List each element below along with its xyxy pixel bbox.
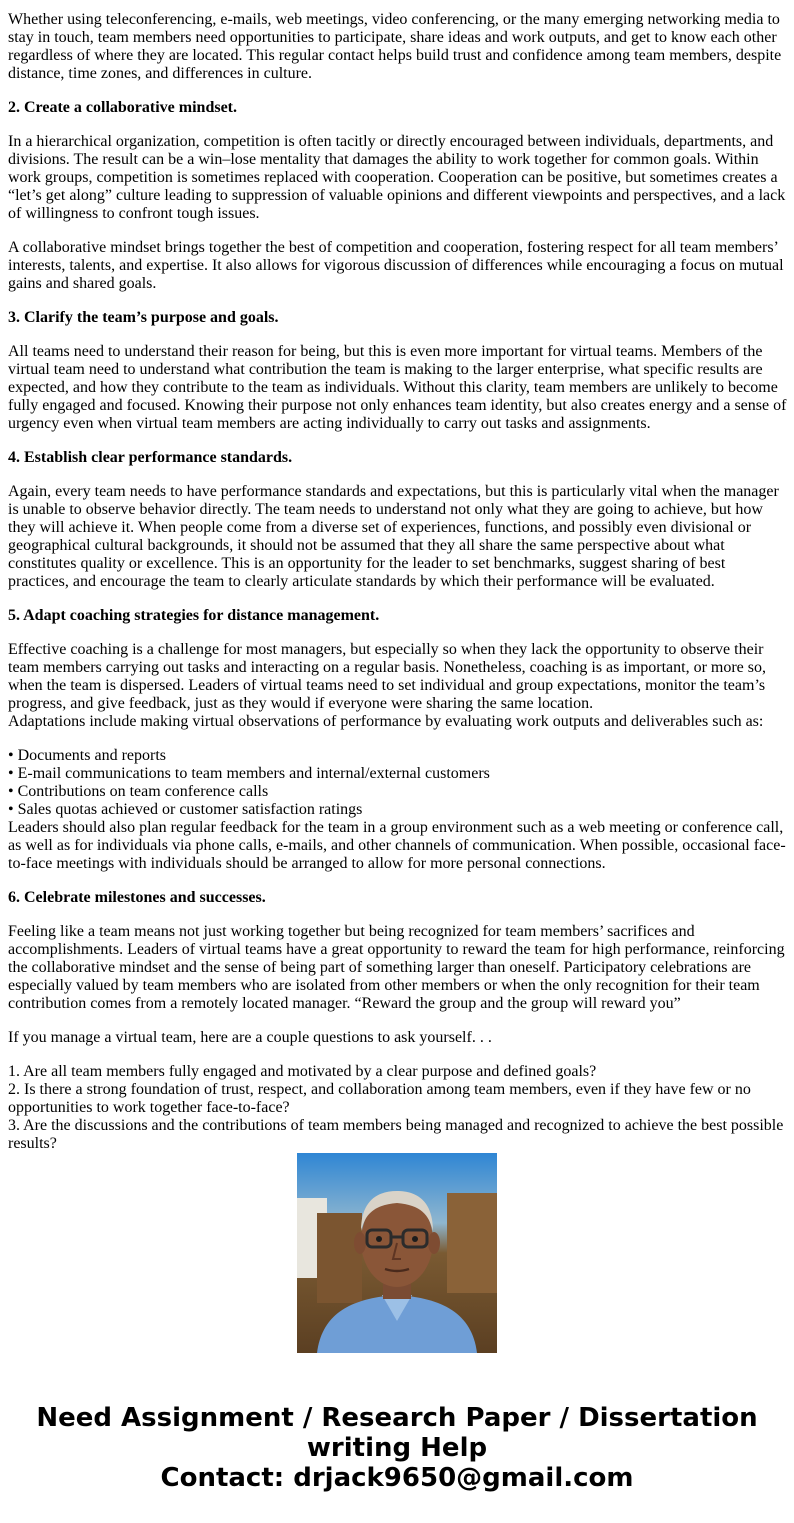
cta-headline-line: writing Help [306,1433,488,1463]
intro-paragraph: Whether using teleconferencing, e-mails, web meetings, video conferencing, or the many emerging networking media to stay in touch, team members need opportunities to participate, share ideas and work outputs, and get to know each other regardless of where they are located. This regular contact helps build trust and confidence among team members, despite distance, time zones, and differences in culture. [8,11,782,82]
paragraph: All teams need to understand their reason for being, but this is even more important for virtual teams. Members of the virtual team need to understand what contribution the team is making to the larger enterprise, what specific results are expected, and how they contribute to the team as individuals. Without this clarity, team members are unlikely to become fully engaged and focused. Knowing their purpose not only enhances team identity, but also creates energy and a sense of urgency even when virtual team members are acting individually to carry out tasks and assignments. [8,343,787,432]
article-body [8,11,788,1152]
cta-headline-line: Need Assignment / Research Paper / Dissertation [36,1403,758,1433]
question-item: 1. Are all team members fully engaged and motivated by a clear purpose and defined goals? [8,1063,597,1080]
list-item: • Contributions on team conference calls [8,783,269,800]
paragraph: Adaptations include making virtual observations of performance by evaluating work outputs and deliverables such as: [8,713,764,730]
section-heading-purpose-goals: 3. Clarify the team’s purpose and goals. [8,309,279,326]
contact-email: Contact: drjack9650@gmail.com [160,1463,634,1493]
paragraph: Leaders should also plan regular feedback for the team in a group environment such as a web meeting or conference call, as well as for individuals via phone calls, e-mails, and other channels of communication. When possible, occasional face-to-face meetings with individuals should be arranged to allow for more personal connections. [8,819,786,872]
paragraph: In a hierarchical organization, competition is often tacitly or directly encouraged between individuals, departments, and divisions. The result can be a win–lose mentality that damages the ability to work together for common goals. Within work groups, competition is sometimes replaced with cooperation. Cooperation can be positive, but sometimes creates a “let’s get along” culture leading to suppression of valuable opinions and different viewpoints and perspectives, and a lack of willingness to confront tough issues. [8,133,786,222]
section-heading-celebrate: 6. Celebrate milestones and successes. [8,889,266,906]
section-heading-performance-standards: 4. Establish clear performance standards. [8,449,293,466]
question-item: 2. Is there a strong foundation of trust, respect, and collaboration among team members, even if they have few or no opportunities to work together face-to-face? [8,1081,751,1116]
paragraph: Feeling like a team means not just working together but being recognized for team members’ sacrifices and accomplishments. Leaders of virtual teams have a great opportunity to reward the team for high performance, reinforcing the collaborative mindset and the sense of being part of something larger than oneself. Participatory celebrations are especially valued by team members who are isolated from other members or when the only recognition for their team contribution comes from a remotely located manager. “Reward the group and the group will reward you” [8,923,785,1012]
list-item: • Sales quotas achieved or customer satisfaction ratings [8,801,363,818]
list-item: • E-mail communications to team members and internal/external customers [8,765,490,782]
question-list [8,1063,788,1153]
author-avatar [297,1153,497,1353]
questions-intro: If you manage a virtual team, here are a couple questions to ask yourself. . . [8,1029,492,1046]
contact-banner [0,1403,794,1493]
list-item: • Documents and reports [8,747,167,764]
paragraph: Again, every team needs to have performance standards and expectations, but this is particularly vital when the manager is unable to observe behavior directly. The team needs to understand not only what they are going to achieve, but how they will achieve it. When people come from a diverse set of experiences, functions, and possibly even divisional or geographical cultural backgrounds, it should not be assumed that they all share the same perspective about what constitutes quality or excellence. This is an opportunity for the leader to set benchmarks, suggest sharing of best practices, and encourage the team to clearly articulate standards by which their performance will be evaluated. [8,483,779,590]
section-heading-coaching-strategies: 5. Adapt coaching strategies for distance management. [8,607,380,624]
avatar-portrait-image [297,1153,497,1353]
question-item: 3. Are the discussions and the contributions of team members being managed and recognized to achieve the best possible results? [8,1117,784,1152]
paragraph: Effective coaching is a challenge for most managers, but especially so when they lack the opportunity to observe their team members carrying out tasks and interacting on a regular basis. Nonetheless, coaching is as important, or more so, when the team is dispersed. Leaders of virtual teams need to set individual and group expectations, monitor the team’s progress, and give feedback, just as they would if everyone were sharing the same location. [8,641,767,712]
paragraph: A collaborative mindset brings together the best of competition and cooperation, fostering respect for all team members’ interests, talents, and expertise. It also allows for vigorous discussion of differences while encouraging a focus on mutual gains and shared goals. [8,239,784,292]
bullet-list [8,747,788,819]
section-heading-collaborative-mindset: 2. Create a collaborative mindset. [8,99,237,116]
